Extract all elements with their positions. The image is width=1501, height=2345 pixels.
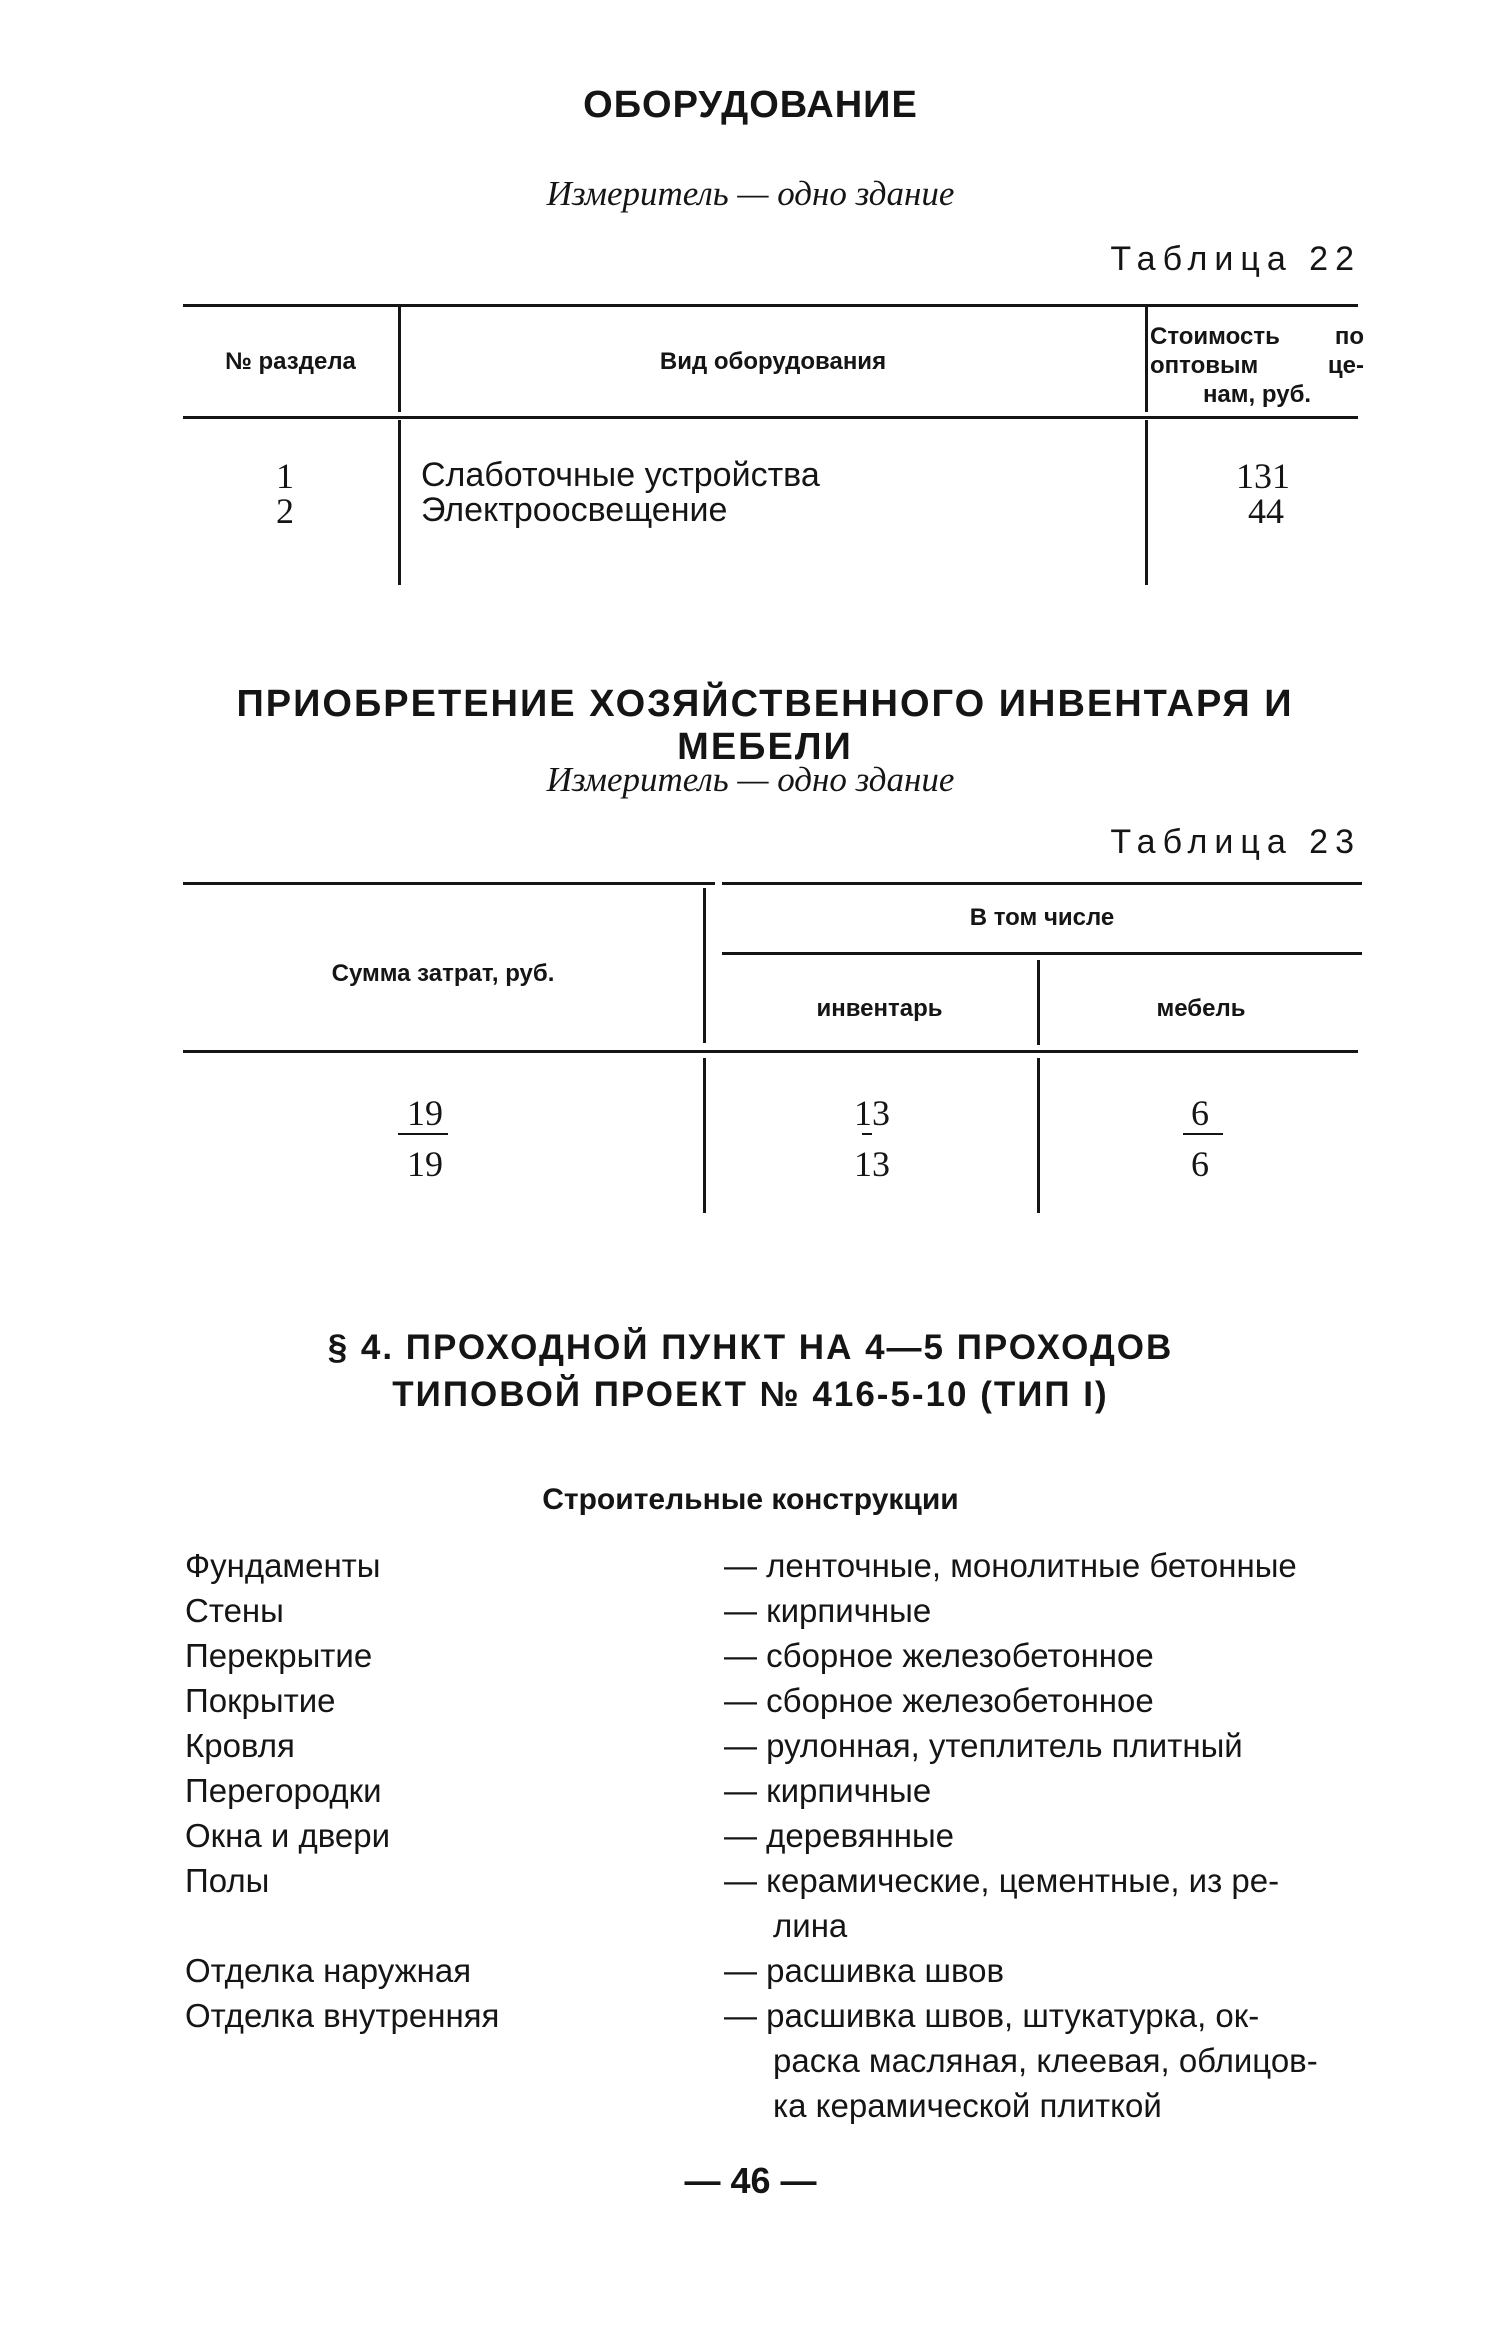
- section-heading-equipment: ОБОРУДОВАНИЕ: [583, 84, 918, 126]
- column-header-equipment-type: Вид оборудования: [659, 348, 887, 375]
- list-item: Полы: [185, 1862, 270, 1899]
- list-item: Отделка внутренняя: [185, 1997, 500, 2034]
- list-item: Перегородки: [185, 1772, 382, 1809]
- list-item: Стены: [185, 1592, 284, 1629]
- table-label: Таблица 22: [1110, 240, 1361, 278]
- column-header-inventory: инвентарь: [816, 995, 943, 1022]
- section-title-line1: § 4. ПРОХОДНОЙ ПУНКТ НА 4—5 ПРОХОДОВ: [327, 1328, 1174, 1367]
- column-header-section-number: № раздела: [225, 348, 356, 375]
- measure-note: Измеритель — одно здание: [546, 760, 955, 799]
- list-item-value-continued: раска масляная, клеевая, облицов-: [773, 2042, 1318, 2079]
- list-item: Кровля: [185, 1727, 295, 1764]
- list-item-value: — керамические, цементные, из ре-: [724, 1862, 1280, 1899]
- page-number: — 46 —: [684, 2160, 817, 2201]
- list-item: Окна и двери: [185, 1817, 391, 1854]
- list-item-value: — сборное железобетонное: [724, 1637, 1154, 1674]
- list-item: Фундаменты: [185, 1547, 381, 1584]
- list-item-value: — сборное железобетонное: [724, 1682, 1154, 1719]
- list-item-value: — расшивка швов, штукатурка, ок-: [724, 1997, 1260, 2034]
- list-item: Отделка наружная: [185, 1952, 472, 1989]
- list-item-value-continued: ка керамической плиткой: [773, 2087, 1162, 2124]
- list-item: Перекрытие: [185, 1637, 373, 1674]
- column-header-total: Сумма затрат, руб.: [331, 960, 555, 987]
- column-header-cost: Стоимость по оптовым це- нам, руб.: [1150, 323, 1364, 408]
- list-item-value-continued: лина: [773, 1907, 848, 1944]
- list-item-value: — кирпичные: [724, 1772, 932, 1809]
- section-heading-inventory: ПРИОБРЕТЕНИЕ ХОЗЯЙСТВЕННОГО ИНВЕНТАРЯ И МЕБЕЛИ: [236, 683, 1294, 768]
- list-item-value: — ленточные, монолитные бетонные: [724, 1547, 1297, 1584]
- measure-note: Измеритель — одно здание: [546, 174, 955, 213]
- list-item-value: — деревянные: [724, 1817, 955, 1854]
- table-label: Таблица 23: [1110, 823, 1361, 861]
- section-title-line2: ТИПОВОЙ ПРОЕКТ № 416-5-10 (ТИП I): [392, 1375, 1109, 1414]
- list-item-value: — кирпичные: [724, 1592, 932, 1629]
- list-item-value: — расшивка швов: [724, 1952, 1005, 1989]
- list-item: Покрытие: [185, 1682, 336, 1719]
- list-item-value: — рулонная, утеплитель плитный: [724, 1727, 1243, 1764]
- column-header-furniture: мебель: [1156, 995, 1246, 1022]
- subheading-constructions: Строительные конструкции: [542, 1483, 959, 1516]
- column-header-group: В том числе: [969, 904, 1115, 931]
